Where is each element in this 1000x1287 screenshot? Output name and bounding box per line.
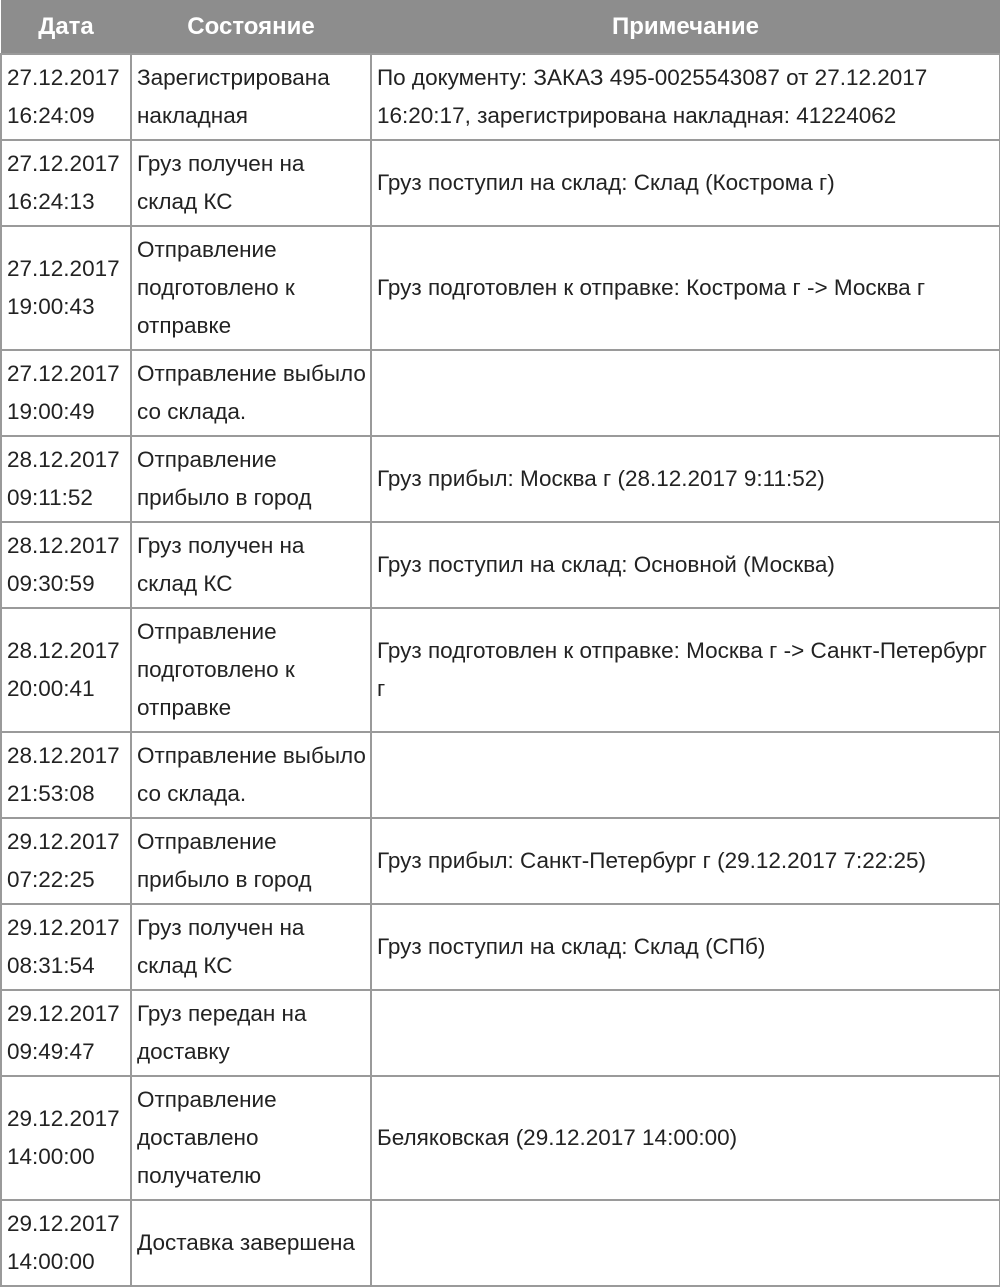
cell-note: Груз прибыл: Санкт-Петербург г (29.12.2017 7:22:25) [371,818,1000,904]
cell-note [371,350,1000,436]
cell-date: 28.12.2017 09:30:59 [1,522,131,608]
cell-date: 28.12.2017 09:11:52 [1,436,131,522]
header-row [1,1,1000,55]
cell-status: Груз получен на склад КС [131,140,371,226]
table-row [1,436,1000,522]
cell-status: Отправление подготовлено к отправке [131,608,371,732]
table-row [1,54,1000,140]
cell-note: Груз подготовлен к отправке: Кострома г -> Москва г [371,226,1000,350]
cell-status: Отправление прибыло в город [131,436,371,522]
cell-status: Отправление подготовлено к отправке [131,226,371,350]
cell-date: 29.12.2017 14:00:00 [1,1200,131,1286]
table-row [1,904,1000,990]
cell-status: Отправление прибыло в город [131,818,371,904]
table-row [1,732,1000,818]
cell-status: Отправление выбыло со склада. [131,350,371,436]
cell-status: Отправление выбыло со склада. [131,732,371,818]
cell-note [371,1200,1000,1286]
cell-date: 28.12.2017 21:53:08 [1,732,131,818]
table-row [1,608,1000,732]
table-row [1,1076,1000,1200]
cell-note: Груз поступил на склад: Основной (Москва) [371,522,1000,608]
cell-status: Отправление доставлено получателю [131,1076,371,1200]
cell-note [371,990,1000,1076]
cell-note: Груз прибыл: Москва г (28.12.2017 9:11:52) [371,436,1000,522]
cell-date: 27.12.2017 16:24:09 [1,54,131,140]
table-body [1,54,1000,1286]
table-row [1,350,1000,436]
cell-date: 27.12.2017 16:24:13 [1,140,131,226]
cell-date: 29.12.2017 08:31:54 [1,904,131,990]
table-row [1,990,1000,1076]
cell-note: Груз поступил на склад: Склад (СПб) [371,904,1000,990]
table-row [1,226,1000,350]
cell-note: Груз поступил на склад: Склад (Кострома г) [371,140,1000,226]
cell-date: 27.12.2017 19:00:49 [1,350,131,436]
cell-status: Доставка завершена [131,1200,371,1286]
table-row [1,1200,1000,1286]
cell-date: 28.12.2017 20:00:41 [1,608,131,732]
cell-status: Груз получен на склад КС [131,904,371,990]
header-note: Примечание [371,1,1000,55]
cell-status: Зарегистрирована накладная [131,54,371,140]
table-row [1,818,1000,904]
cell-note [371,732,1000,818]
cell-status: Груз передан на доставку [131,990,371,1076]
header-date: Дата [1,1,131,55]
header-status: Состояние [131,1,371,55]
cell-date: 27.12.2017 19:00:43 [1,226,131,350]
cell-date: 29.12.2017 09:49:47 [1,990,131,1076]
cell-note: Груз подготовлен к отправке: Москва г -> Санкт-Петербург г [371,608,1000,732]
table-header [1,1,1000,55]
cell-date: 29.12.2017 07:22:25 [1,818,131,904]
cell-note: По документу: ЗАКАЗ 495-0025543087 от 27.12.2017 16:20:17, зарегистрирована накладная: 41224062 [371,54,1000,140]
cell-date: 29.12.2017 14:00:00 [1,1076,131,1200]
table-row [1,522,1000,608]
cell-status: Груз получен на склад КС [131,522,371,608]
cell-note: Беляковская (29.12.2017 14:00:00) [371,1076,1000,1200]
table-row [1,140,1000,226]
